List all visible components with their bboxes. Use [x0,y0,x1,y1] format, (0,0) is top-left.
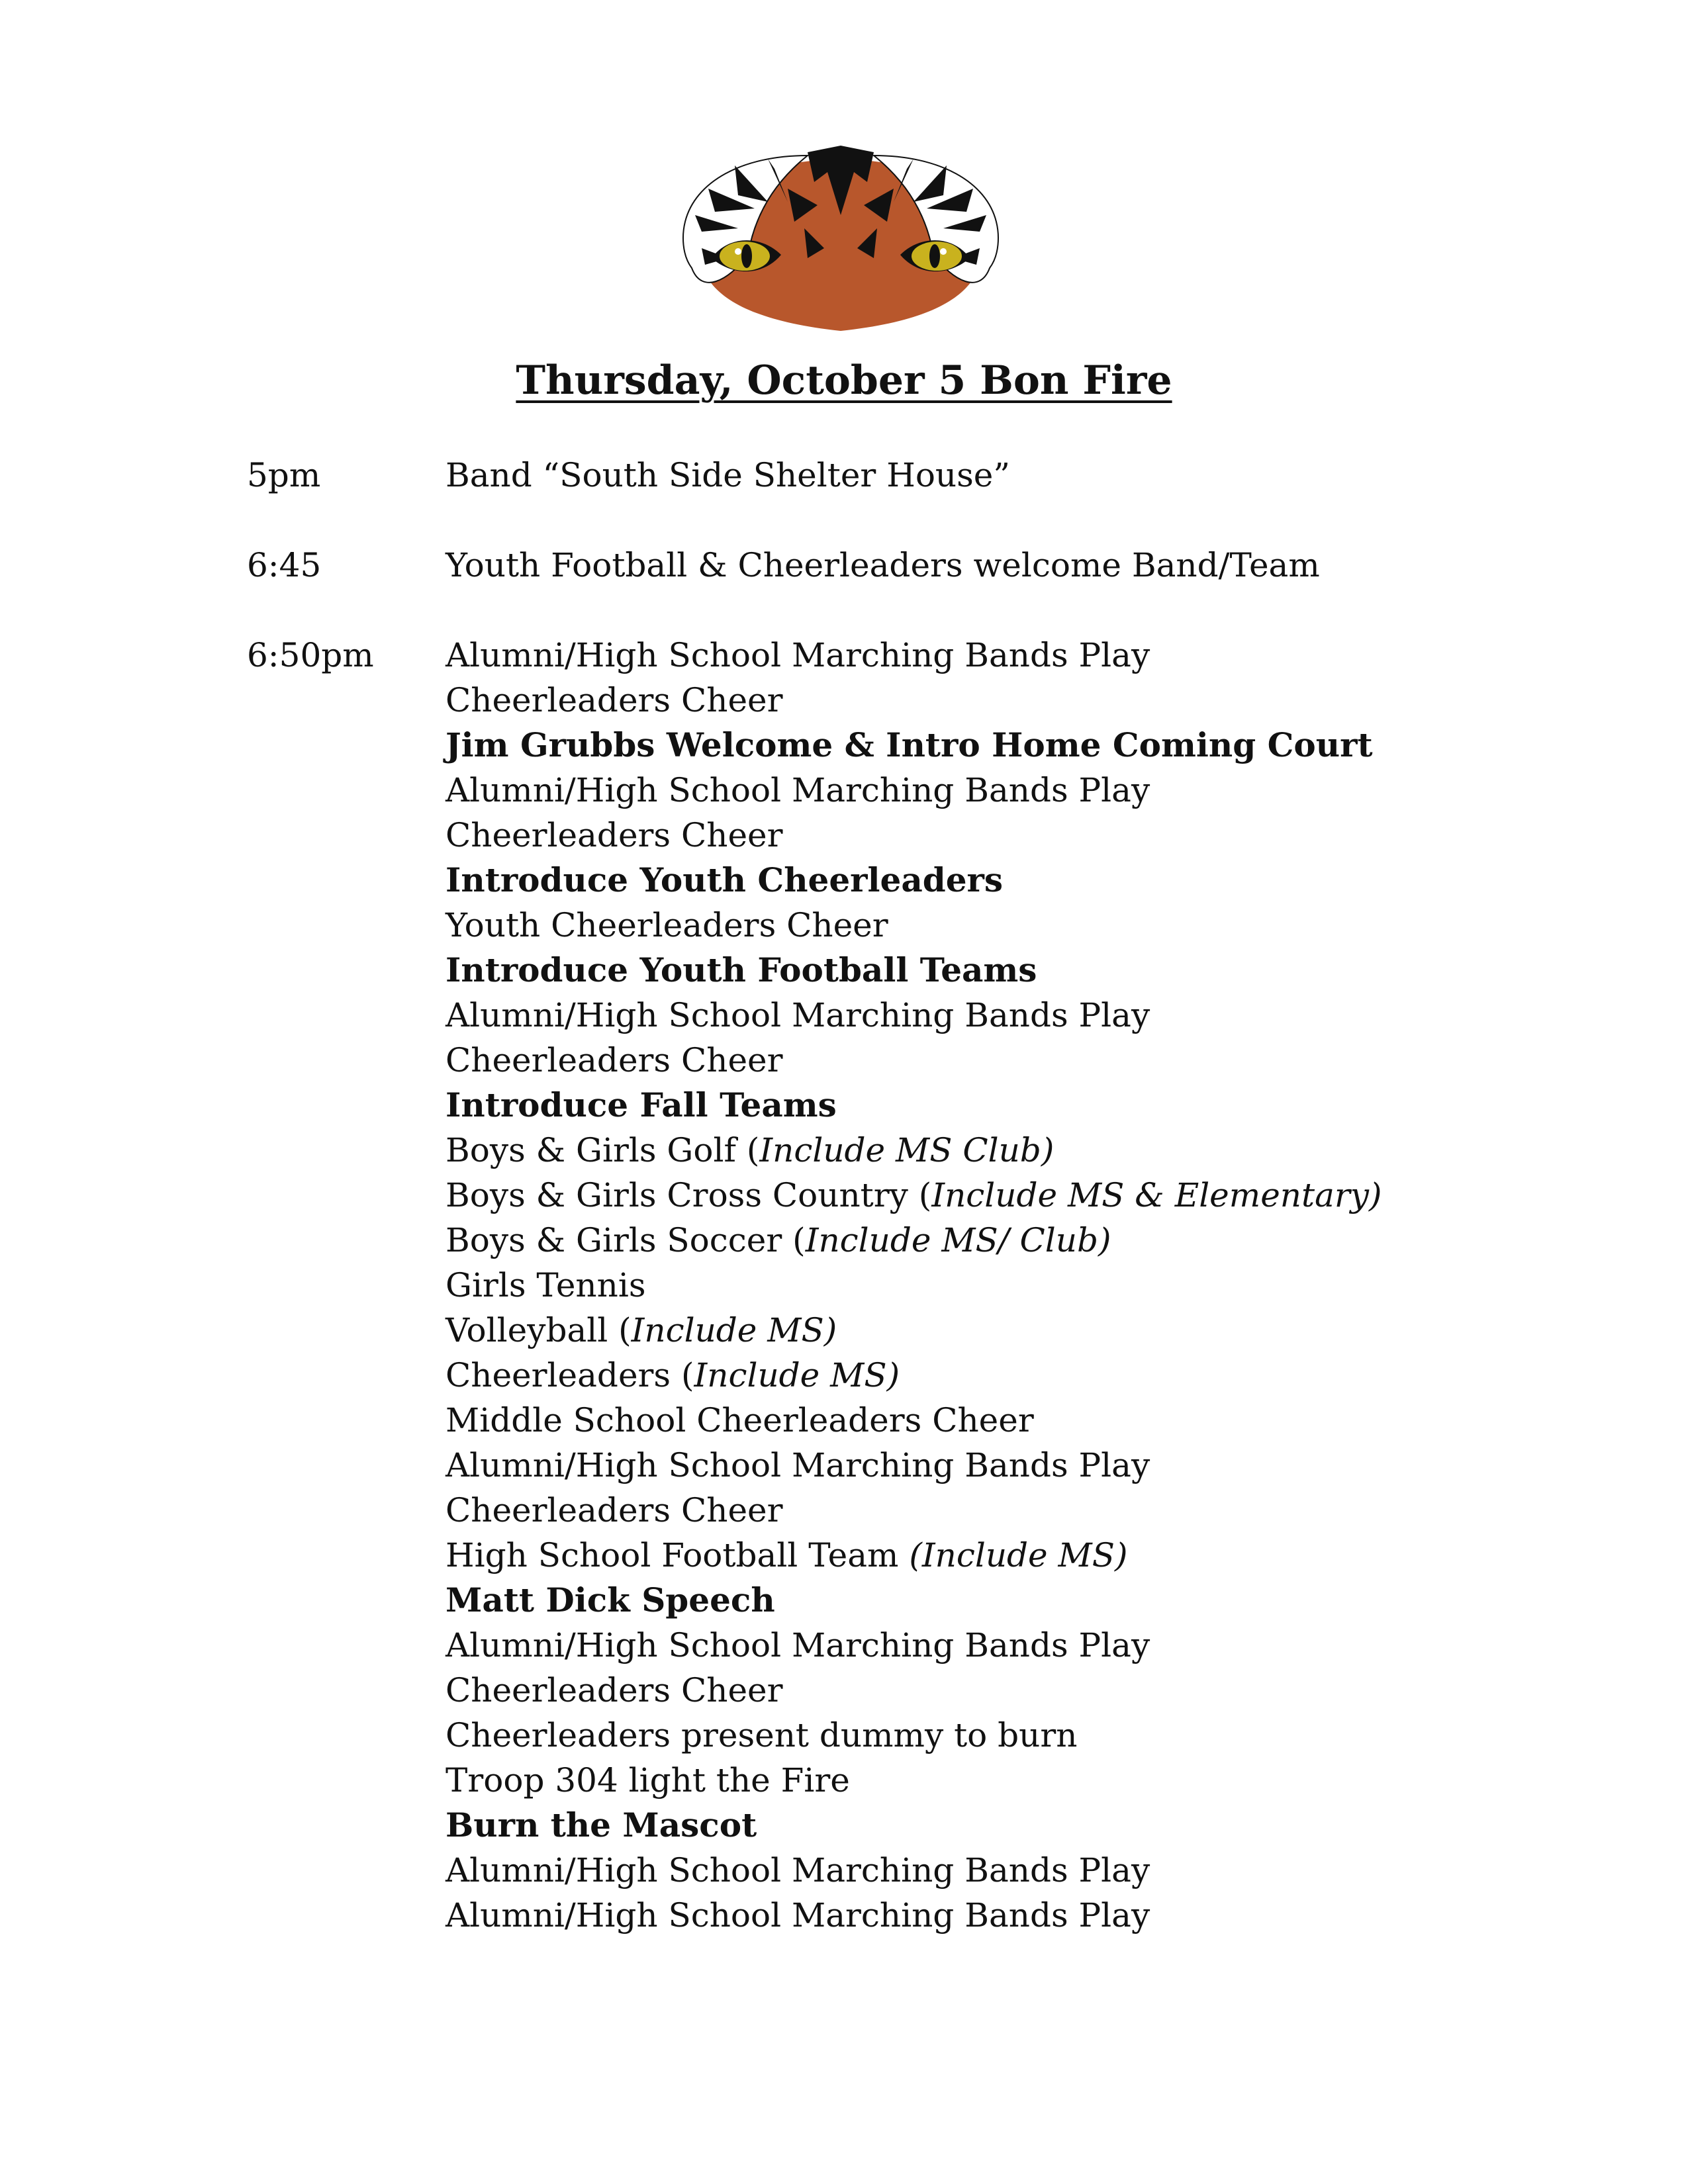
list-item: Alumni/High School Marching Bands Play [445,1626,1150,1664]
list-item: Cheerleaders present dummy to burn [445,1716,1078,1754]
list-item: Introduce Fall Teams [445,1085,837,1124]
list-item: Boys & Girls Soccer (Include MS/ Club) [445,1221,1111,1259]
list-item: Introduce Youth Cheerleaders [445,860,1003,899]
list-item: Cheerleaders Cheer [445,1491,783,1529]
list-item: Alumni/High School Marching Bands Play [445,1851,1150,1889]
list-item: Youth Cheerleaders Cheer [445,906,888,944]
list-item: Introduce Youth Football Teams [445,950,1037,989]
list-item: Middle School Cheerleaders Cheer [445,1401,1034,1439]
list-item: Cheerleaders Cheer [445,1041,783,1079]
list-item: Troop 304 light the Fire [445,1761,850,1799]
list-item: Cheerleaders Cheer [445,816,783,854]
list-item: Cheerleaders Cheer [445,681,783,719]
program-list [445,633,1382,1938]
schedule-text: Band “South Side Shelter House” [445,456,1010,494]
tiger-eyes-icon [675,142,1006,341]
list-item: Alumni/High School Marching Bands Play [445,771,1150,809]
list-item: Cheerleaders (Include MS) [445,1356,900,1394]
list-item: Alumni/High School Marching Bands Play [445,1446,1150,1484]
list-item: Alumni/High School Marching Bands Play [445,996,1150,1034]
schedule-time: 6:50pm [247,636,374,674]
list-item: Alumni/High School Marching Bands Play [445,636,1150,674]
list-item: Boys & Girls Golf (Include MS Club) [445,1131,1055,1169]
page-title: Thursday, October 5 Bon Fire [516,357,1172,404]
list-item: Girls Tennis [445,1266,646,1304]
list-item: High School Football Team (Include MS) [445,1536,1128,1574]
list-item: Matt Dick Speech [445,1580,775,1619]
schedule-time: 6:45 [247,546,322,584]
list-item: Jim Grubbs Welcome & Intro Home Coming Court [445,725,1373,764]
schedule-text: Youth Football & Cheerleaders welcome Band/Team [445,546,1320,584]
schedule-time: 5pm [247,456,321,494]
list-item: Alumni/High School Marching Bands Play [445,1896,1150,1934]
list-item: Burn the Mascot [445,1805,757,1844]
list-item: Boys & Girls Cross Country (Include MS & Elementary) [445,1176,1382,1214]
list-item: Cheerleaders Cheer [445,1671,783,1709]
list-item: Volleyball (Include MS) [445,1311,837,1349]
